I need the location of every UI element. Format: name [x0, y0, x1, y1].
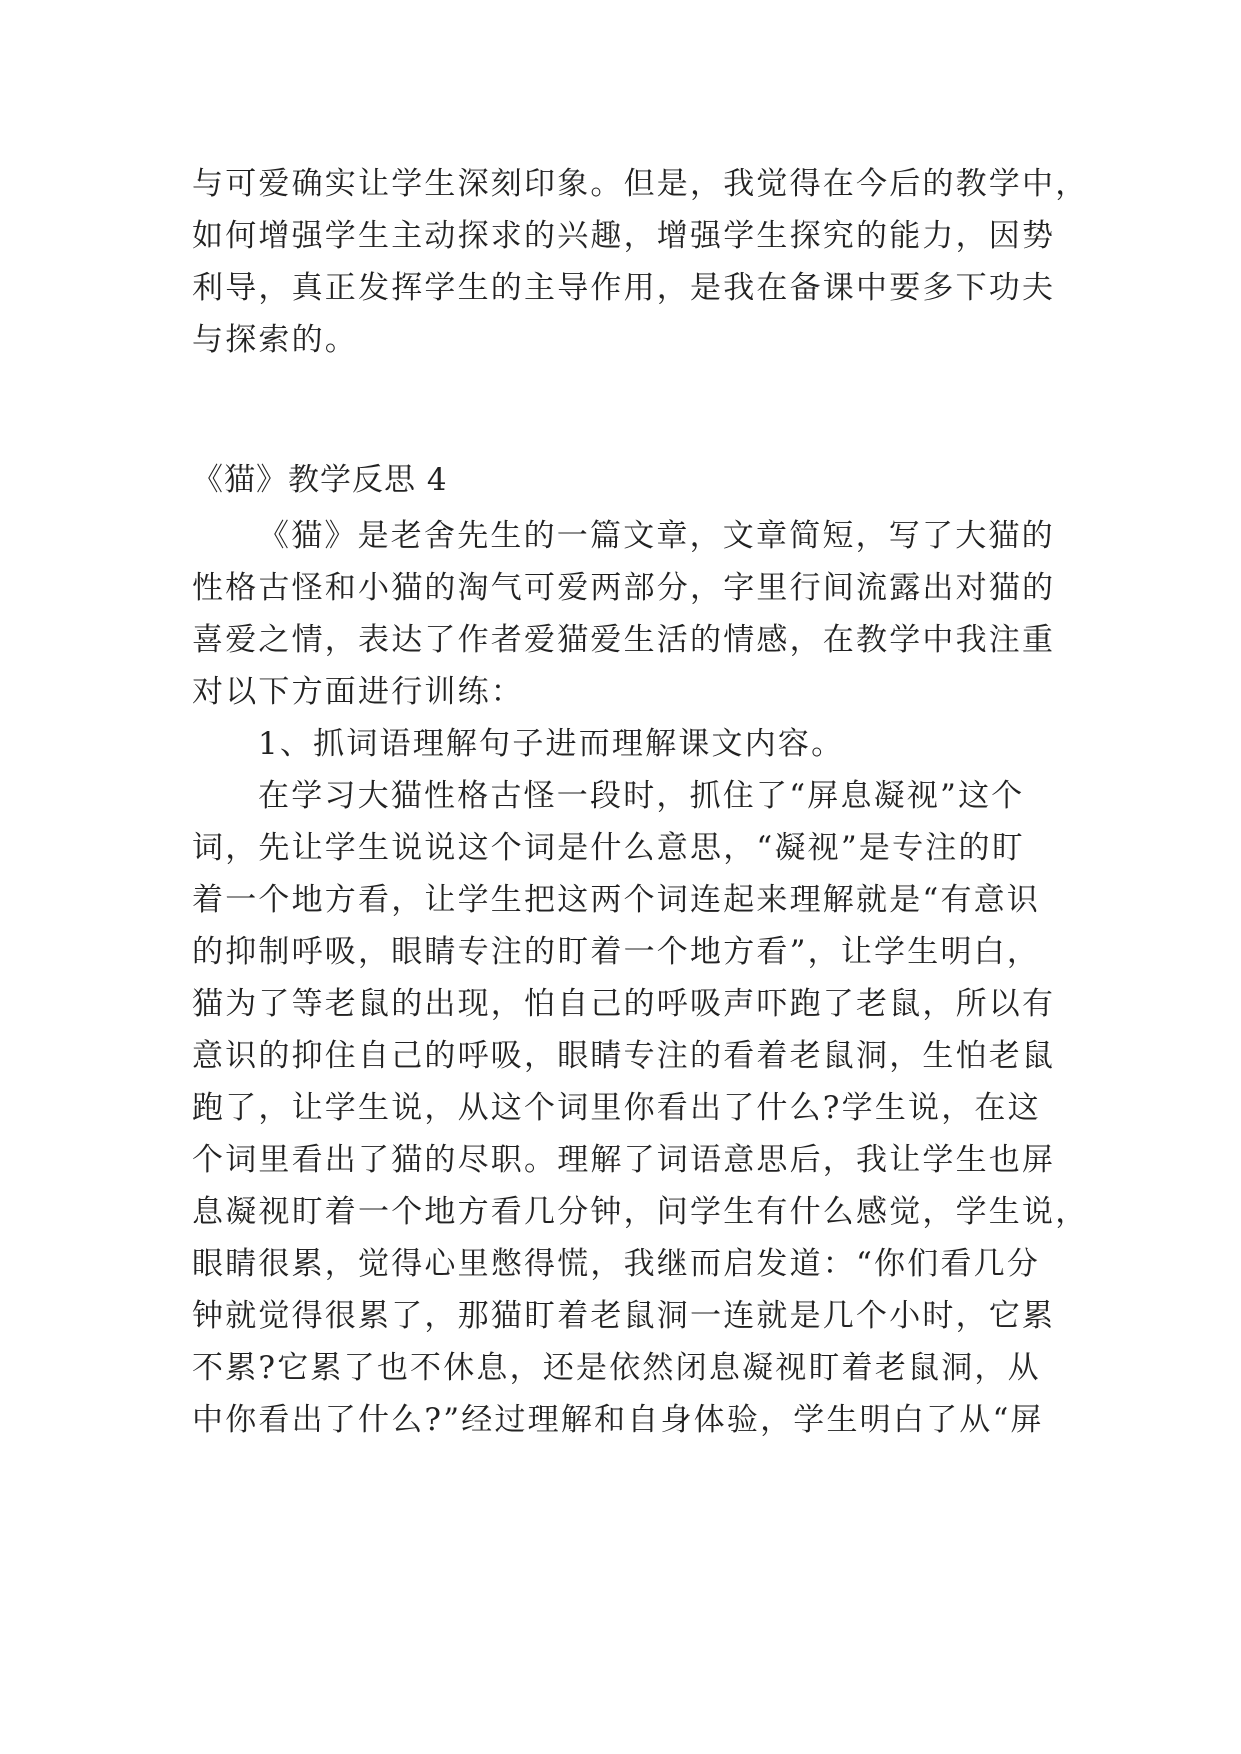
- text-line: 着一个地方看，让学生把这两个词连起来理解就是“有意识: [192, 882, 1041, 918]
- text-line: 词，先让学生说说这个词是什么意思，“凝视”是专注的盯: [192, 830, 1025, 866]
- continued-paragraph: [192, 158, 1089, 366]
- text-line: 性格古怪和小猫的淘气可爱两部分，字里行间流露出对猫的: [192, 570, 1056, 606]
- text-line: 利导，真正发挥学生的主导作用，是我在备课中要多下功夫: [192, 270, 1056, 306]
- list-item-heading: 1、抓词语理解句子进而理解课文内容。: [258, 726, 845, 762]
- section-title: 《猫》教学反思 4: [192, 462, 448, 498]
- text-line: 与探索的。: [192, 322, 358, 358]
- text-line: 钟就觉得很累了，那猫盯着老鼠洞一连就是几个小时，它累: [192, 1298, 1056, 1334]
- text-line: 不累?它累了也不休息，还是依然闭息凝视盯着老鼠洞，从: [192, 1350, 1041, 1386]
- text-line: 如何增强学生主动探求的兴趣，增强学生探究的能力，因势: [192, 218, 1056, 254]
- text-line: 跑了，让学生说，从这个词里你看出了什么?学生说，在这: [192, 1090, 1041, 1126]
- body-paragraphs: [192, 510, 1089, 1446]
- text-line: 《猫》是老舍先生的一篇文章，文章简短，写了大猫的: [258, 518, 1055, 554]
- text-line: 眼睛很累，觉得心里憋得慌，我继而启发道：“你们看几分: [192, 1246, 1041, 1282]
- text-line: 在学习大猫性格古怪一段时，抓住了“屏息凝视”这个: [258, 778, 1025, 814]
- text-line: 个词里看出了猫的尽职。理解了词语意思后，我让学生也屏: [192, 1142, 1056, 1178]
- text-line: 中你看出了什么?”经过理解和自身体验，学生明白了从“屏: [192, 1402, 1044, 1438]
- text-line: 的抑制呼吸，眼睛专注的盯着一个地方看”，让学生明白，: [192, 934, 1041, 970]
- text-line: 猫为了等老鼠的出现，怕自己的呼吸声吓跑了老鼠，所以有: [192, 986, 1056, 1022]
- text-line: 对以下方面进行训练：: [192, 674, 524, 710]
- text-line: 意识的抑住自己的呼吸，眼睛专注的看着老鼠洞，生怕老鼠: [192, 1038, 1056, 1074]
- text-line: 与可爱确实让学生深刻印象。但是，我觉得在今后的教学中，: [192, 166, 1089, 202]
- text-line: 喜爱之情，表达了作者爱猫爱生活的情感，在教学中我注重: [192, 622, 1056, 658]
- text-line: 息凝视盯着一个地方看几分钟，问学生有什么感觉，学生说，: [192, 1194, 1089, 1230]
